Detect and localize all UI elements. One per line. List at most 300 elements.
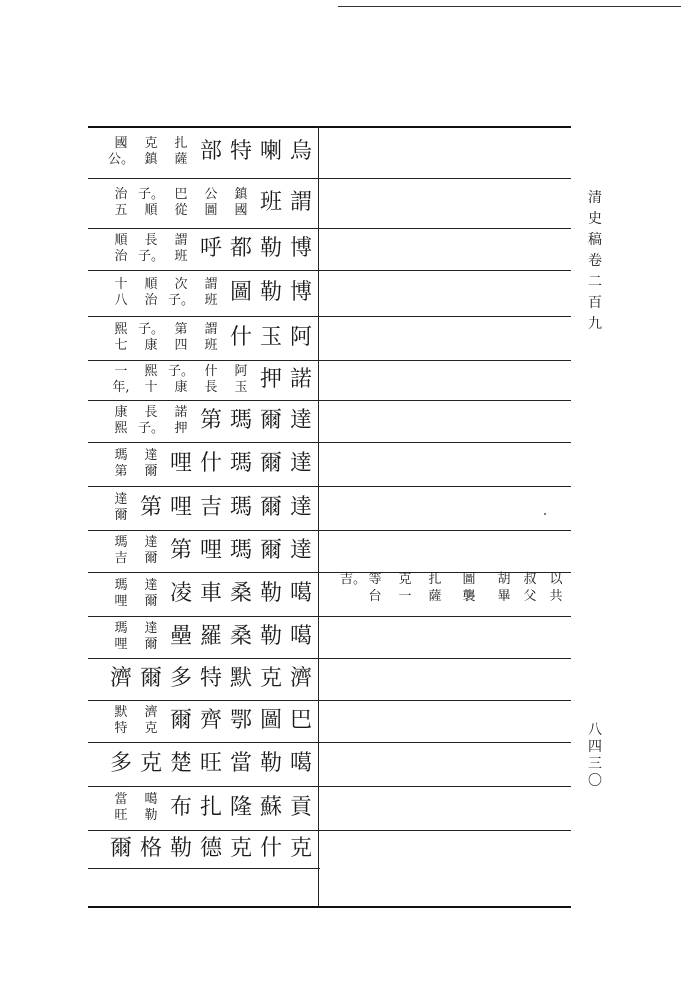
side-title-char: 稿 [588,232,602,248]
row-15 [90,744,316,784]
annotation-col [106,273,136,313]
annotation-col [136,360,166,400]
char: 多 [169,666,192,691]
row-rule [88,906,571,908]
annotation-char: 哩 [114,637,128,652]
annotation-col [106,701,136,741]
annotation-col [136,183,166,223]
char: 達 [289,538,312,563]
row-9 [90,488,316,528]
char: 爾 [259,408,282,433]
name-char [256,444,286,484]
note-char: 薩 [428,589,442,604]
char: 玉 [259,325,282,350]
name-char [106,744,136,784]
annotation-char: 公 [204,187,218,202]
name-char [286,531,316,571]
annotation-char: 吉 [114,551,128,566]
name-char [166,574,196,614]
annotation-col [136,444,166,484]
side-title-char: 卷 [588,253,602,269]
char: 巴 [289,708,312,733]
char: 達 [289,451,312,476]
char: 車 [199,581,222,606]
annotation-col [106,531,136,571]
row-rule [88,178,571,179]
char: 爾 [169,708,192,733]
annotation-char: 治 [114,187,128,202]
annotation-char: 從 [174,203,188,218]
row-rule [88,126,571,128]
note-col [462,571,476,605]
annotation-char: 班 [204,293,218,308]
name-char [196,531,226,571]
annotation-col [166,401,196,441]
annotation-char: 達 [114,492,128,507]
char: 鄂 [229,708,252,733]
char: 爾 [139,666,162,691]
name-char [286,318,316,358]
char: 特 [199,666,222,691]
page-number-text [586,722,604,790]
annotation-col [136,401,166,441]
row-rule [88,316,571,317]
char: 呼 [199,236,222,261]
annotation-char: 國 [114,136,128,151]
annotation-col [166,132,196,172]
annotation-col [196,183,226,223]
annotation-char: 噶 [144,792,158,807]
annotation-char: 瑪 [114,448,128,463]
char: 爾 [259,451,282,476]
note-char: 共 [549,589,563,604]
char: 瑪 [229,451,252,476]
name-char [136,488,166,528]
side-title-char: 百 [588,295,602,311]
row-16 [90,788,316,828]
name-char [256,659,286,699]
annotation-col [106,788,136,828]
row-10 [90,531,316,571]
annotation-char: 長 [144,405,158,420]
annotation-char: 默 [114,705,128,720]
name-char [226,659,256,699]
annotation-char: 十 [114,277,128,292]
annotation-char: 諾 [174,405,188,420]
note-col [428,571,442,605]
annotation-char: 旺 [114,808,128,823]
page-number-char: 四 [588,739,602,755]
top-rule [338,6,681,7]
name-char [286,444,316,484]
annotation-char: 爾 [144,464,158,479]
name-char [106,659,136,699]
page-number-char: 三 [588,756,602,772]
char: 爾 [259,538,282,563]
name-char [286,132,316,172]
annotation-col [136,229,166,269]
annotation-char: 康 [174,380,188,395]
speck [544,513,546,515]
annotation-col [226,360,256,400]
annotation-char: 鎮 [144,152,158,167]
annotation-char: 十 [144,380,158,395]
name-char [256,183,286,223]
annotation-col [166,360,196,400]
name-char [226,788,256,828]
annotation-char: 順 [114,233,128,248]
char: 勒 [259,280,282,305]
annotation-col [106,183,136,223]
char: 勒 [259,624,282,649]
char: 班 [259,190,282,215]
annotation-char: 班 [204,338,218,353]
annotation-char: 八 [114,293,128,308]
char: 勒 [169,836,192,861]
name-char [166,829,196,869]
annotation-char: 謂 [174,233,188,248]
char: 克 [139,751,162,776]
char: 噶 [289,751,312,776]
name-char [136,829,166,869]
char: 德 [199,836,222,861]
row-3 [90,229,316,269]
char: 哩 [169,451,192,476]
note-char: 父 [523,589,537,604]
annotation-char: 克 [144,721,158,736]
annotation-col [106,617,136,657]
note-col [368,571,382,605]
row-4 [90,273,316,313]
annotation-char: 瑪 [114,621,128,636]
char: 當 [229,751,252,776]
annotation-col [106,444,136,484]
name-char [286,273,316,313]
name-char [166,744,196,784]
name-char [196,701,226,741]
name-char [256,574,286,614]
name-char [196,788,226,828]
char: 吉 [199,495,222,520]
note-char: 圖 [462,572,476,587]
name-char [106,829,136,869]
annotation-char: 勒 [144,808,158,823]
annotation-char: 子。 [137,187,164,202]
annotation-col [166,273,196,313]
annotation-char: 鎮 [234,187,248,202]
annotation-col [136,318,166,358]
name-char [286,574,316,614]
row-6 [90,360,316,400]
char: 什 [229,325,252,350]
char: 達 [289,408,312,433]
annotation-char: 押 [174,421,188,436]
name-char [226,531,256,571]
annotation-char: 班 [174,249,188,264]
annotation-char: 哩 [114,594,128,609]
annotation-char: 玉 [234,380,248,395]
annotation-col [196,360,226,400]
name-char [256,229,286,269]
char: 瑪 [229,538,252,563]
annotation-col [166,318,196,358]
annotation-char: 子。 [167,293,194,308]
char: 爾 [259,495,282,520]
annotation-char: 扎 [174,136,188,151]
row-2 [90,183,316,223]
annotation-char: 瑪 [114,578,128,593]
note-char: 扎 [428,572,442,587]
char: 部 [199,139,222,164]
annotation-col [136,273,166,313]
name-char [256,531,286,571]
row-rule [88,270,571,271]
annotation-char: 第 [174,322,188,337]
annotation-col [136,788,166,828]
annotation-char: 子。 [137,249,164,264]
annotation-col [106,574,136,614]
side-title-text [586,188,604,335]
annotation-char: 子。 [137,421,164,436]
annotation-char: 爾 [114,508,128,523]
name-char [256,488,286,528]
name-char [256,744,286,784]
name-char [166,531,196,571]
side-title-char: 清 [588,190,602,206]
char: 諾 [289,367,312,392]
name-char [226,574,256,614]
name-char [196,829,226,869]
char: 圖 [259,708,282,733]
note-char: 叔 [523,572,537,587]
char: 什 [259,836,282,861]
annotation-char: 瑪 [114,535,128,550]
name-char [226,132,256,172]
annotation-char: 達 [144,578,158,593]
char: 濟 [289,666,312,691]
name-char [166,659,196,699]
annotation-col [166,229,196,269]
name-char [226,401,256,441]
char: 瑪 [229,495,252,520]
annotation-char: 爾 [144,637,158,652]
annotation-char: 阿 [234,364,248,379]
name-char [226,273,256,313]
char: 第 [169,538,192,563]
annotation-char: 四 [174,338,188,353]
row-rule [88,742,571,743]
char: 謂 [289,190,312,215]
annotation-char: 一 [114,364,128,379]
name-char [226,617,256,657]
annotation-col [106,488,136,528]
char: 噶 [289,624,312,649]
annotation-col [136,701,166,741]
annotation-col [226,183,256,223]
name-char [286,829,316,869]
name-char [256,701,286,741]
row-7 [90,401,316,441]
char: 押 [259,367,282,392]
name-char [226,701,256,741]
name-char [196,617,226,657]
note-char: 胡 [497,572,511,587]
annotation-char: 七 [114,338,128,353]
name-char [166,444,196,484]
char: 格 [139,836,162,861]
char: 達 [289,495,312,520]
annotation-char: 國 [234,203,248,218]
annotation-char: 當 [114,792,128,807]
name-char [166,788,196,828]
name-char [256,788,286,828]
row-rule [88,442,571,443]
annotation-char: 謂 [204,322,218,337]
annotation-char: 熙 [144,364,158,379]
name-char [226,829,256,869]
name-char [226,229,256,269]
name-char [226,744,256,784]
char: 喇 [259,139,282,164]
annotation-char: 爾 [144,551,158,566]
char: 圖 [229,280,252,305]
annotation-col [196,273,226,313]
row-11 [90,574,316,614]
annotation-col [136,617,166,657]
row-8 [90,444,316,484]
row-rule [88,486,571,487]
char: 貢 [289,795,312,820]
char: 隆 [229,795,252,820]
char: 都 [229,236,252,261]
name-char [256,617,286,657]
annotation-char: 子。 [137,322,164,337]
name-char [256,132,286,172]
side-title-char: 史 [588,211,602,227]
name-char [256,401,286,441]
char: 噶 [289,581,312,606]
annotation-char: 長 [204,380,218,395]
annotation-char: 熙 [114,322,128,337]
name-char [196,744,226,784]
char: 克 [289,836,312,861]
char: 凌 [169,581,192,606]
name-char [256,273,286,313]
name-char [286,788,316,828]
name-char [166,617,196,657]
char: 齊 [199,708,222,733]
annotation-char: 爾 [144,594,158,609]
annotation-char: 年, [112,380,130,395]
char: 阿 [289,325,312,350]
note-char: 台 [368,589,382,604]
note-char: 畢 [497,589,511,604]
note-char: 等 [368,572,382,587]
row-14 [90,701,316,741]
row-1 [90,132,316,172]
annotation-col [106,229,136,269]
name-char [226,318,256,358]
name-char [286,701,316,741]
char: 哩 [169,495,192,520]
name-char [196,229,226,269]
row-5 [90,318,316,358]
annotation-char: 薩 [174,152,188,167]
char: 博 [289,280,312,305]
name-char [136,744,166,784]
name-char [196,574,226,614]
name-char [196,444,226,484]
row-12 [90,617,316,657]
annotation-char: 康 [114,405,128,420]
name-char [286,488,316,528]
name-char [286,401,316,441]
page-number-char: 八 [588,722,602,738]
page-number-char: 〇 [588,773,602,789]
char: 特 [229,139,252,164]
name-char [256,318,286,358]
annotation-char: 順 [144,277,158,292]
char: 烏 [289,139,312,164]
note-col [398,571,412,605]
char: 瑪 [229,408,252,433]
name-char [286,659,316,699]
char: 壘 [169,624,192,649]
name-char [136,659,166,699]
annotation-col [136,574,166,614]
char: 楚 [169,751,192,776]
annotation-char: 順 [144,203,158,218]
annotation-col [106,360,136,400]
name-char [256,360,286,400]
name-char [196,401,226,441]
name-char [196,659,226,699]
char: 第 [199,408,222,433]
char: 勒 [259,236,282,261]
char: 第 [139,495,162,520]
name-char [226,488,256,528]
annotation-char: 圖 [204,203,218,218]
char: 羅 [199,624,222,649]
name-char [286,183,316,223]
annotation-col [196,318,226,358]
name-char [166,701,196,741]
name-char [286,229,316,269]
side-title-char: 九 [588,316,602,332]
note-char: 襲 [462,589,476,604]
note-char: 克 [398,572,412,587]
side-title-char: 二 [588,274,602,290]
char: 桑 [229,624,252,649]
note-char: 一 [398,589,412,604]
char: 哩 [199,538,222,563]
annotation-char: 熙 [114,421,128,436]
note-char: 以 [549,572,563,587]
annotation-char: 治 [114,249,128,264]
char: 扎 [199,795,222,820]
annotation-col [106,401,136,441]
char: 旺 [199,751,222,776]
char: 勒 [259,751,282,776]
row-rule [88,786,571,787]
annotation-char: 子。 [167,364,194,379]
name-char [166,488,196,528]
note-col [340,571,367,588]
name-char [256,829,286,869]
name-char [226,444,256,484]
annotation-col [136,531,166,571]
annotation-char: 治 [144,293,158,308]
